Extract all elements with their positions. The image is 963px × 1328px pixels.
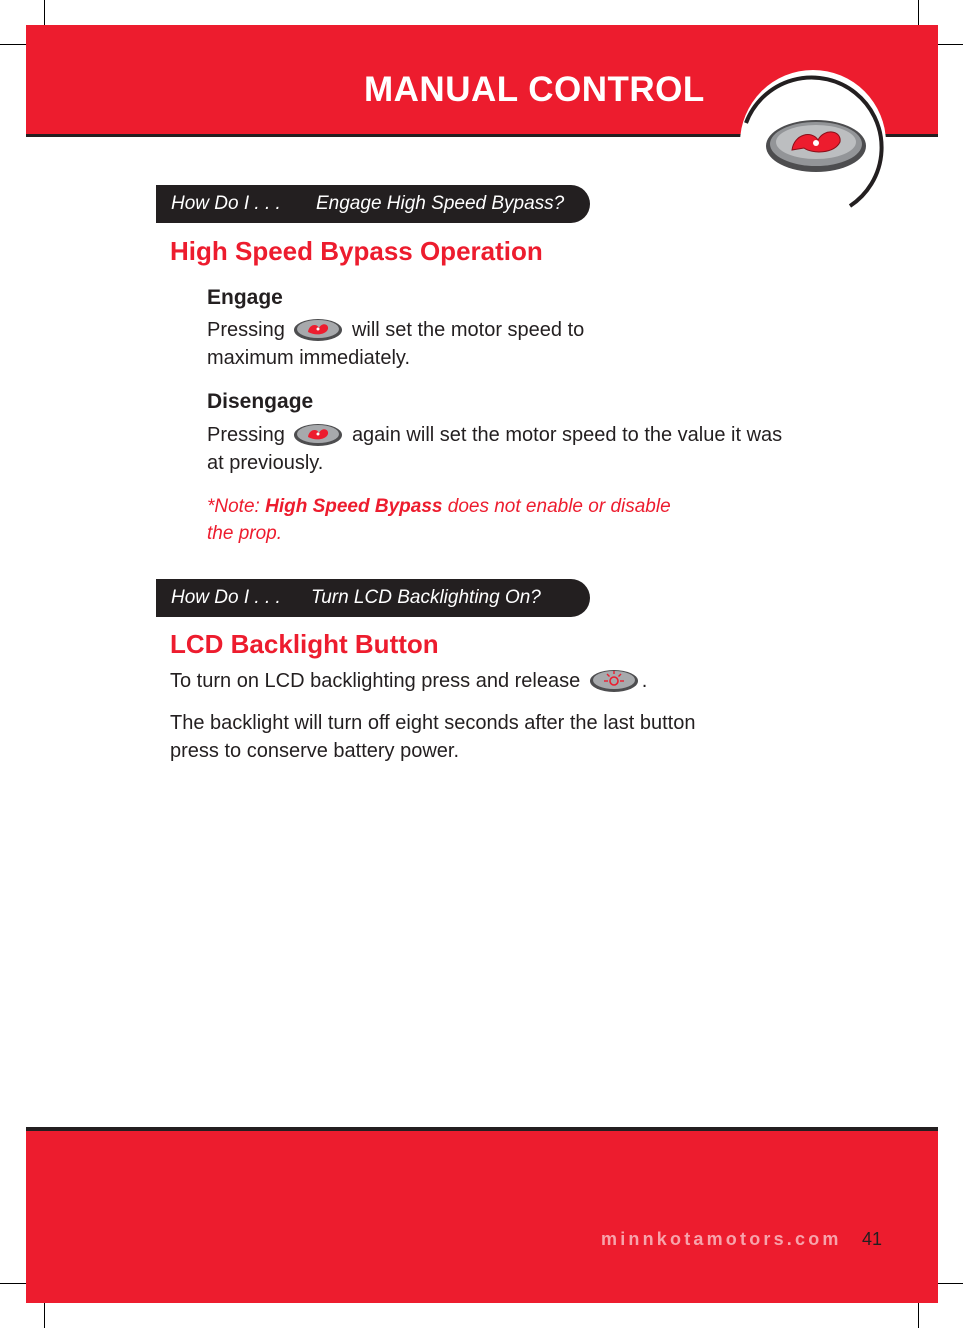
banner-text: Engage High Speed Bypass? [316, 193, 565, 214]
note-rest: does not enable or disable [442, 496, 671, 517]
backlight-para2 [170, 709, 696, 765]
note-line2: the prop. [207, 523, 282, 544]
crop-mark [44, 0, 45, 26]
banner-prefix: How Do I . . . [171, 587, 281, 608]
crop-mark [0, 44, 26, 45]
crop-mark [0, 1283, 26, 1284]
crop-mark [937, 1283, 963, 1284]
disengage-after: again will set the motor speed to the value it was [351, 424, 783, 446]
page-number: 41 [862, 1229, 883, 1249]
crop-mark [918, 0, 919, 26]
page-title: MANUAL CONTROL [364, 70, 705, 109]
engage-title: Engage [207, 286, 283, 309]
backlight-para2-line2: press to conserve battery power. [170, 740, 460, 762]
backlight-after: . [641, 670, 648, 692]
note-bold: High Speed Bypass [265, 496, 443, 517]
crop-mark [918, 1302, 919, 1328]
website-url: minnkotamotors.com [601, 1229, 842, 1249]
footer-band [26, 1131, 938, 1303]
high-speed-bypass-icon [738, 68, 888, 218]
disengage-title: Disengage [207, 390, 314, 413]
backlight-para1 [170, 667, 647, 695]
disengage-before: Pressing [207, 424, 285, 446]
crop-mark [44, 1302, 45, 1328]
section-heading-bypass: High Speed Bypass Operation [170, 236, 543, 266]
disengage-line2: at previously. [207, 452, 324, 474]
backlight-button-icon [589, 669, 639, 693]
backlight-before: To turn on LCD backlighting press and release [170, 670, 581, 692]
backlight-para2-line1: The backlight will turn off eight seconds after the last button [170, 712, 696, 734]
engage-line2: maximum immediately. [207, 347, 410, 369]
engage-text [207, 316, 584, 372]
section-heading-backlight: LCD Backlight Button [170, 629, 439, 659]
how-do-i-banner-backlight [156, 579, 590, 617]
how-do-i-banner-bypass [156, 185, 590, 223]
disengage-text [207, 421, 782, 477]
bypass-button-icon [293, 423, 343, 447]
banner-prefix: How Do I . . . [171, 193, 281, 214]
engage-after: will set the motor speed to [351, 319, 585, 341]
note-text [207, 493, 727, 547]
crop-mark [937, 44, 963, 45]
note-prefix: *Note: [207, 496, 266, 517]
engage-before: Pressing [207, 319, 285, 341]
banner-text: Turn LCD Backlighting On? [311, 587, 541, 608]
bypass-button-icon [293, 318, 343, 342]
